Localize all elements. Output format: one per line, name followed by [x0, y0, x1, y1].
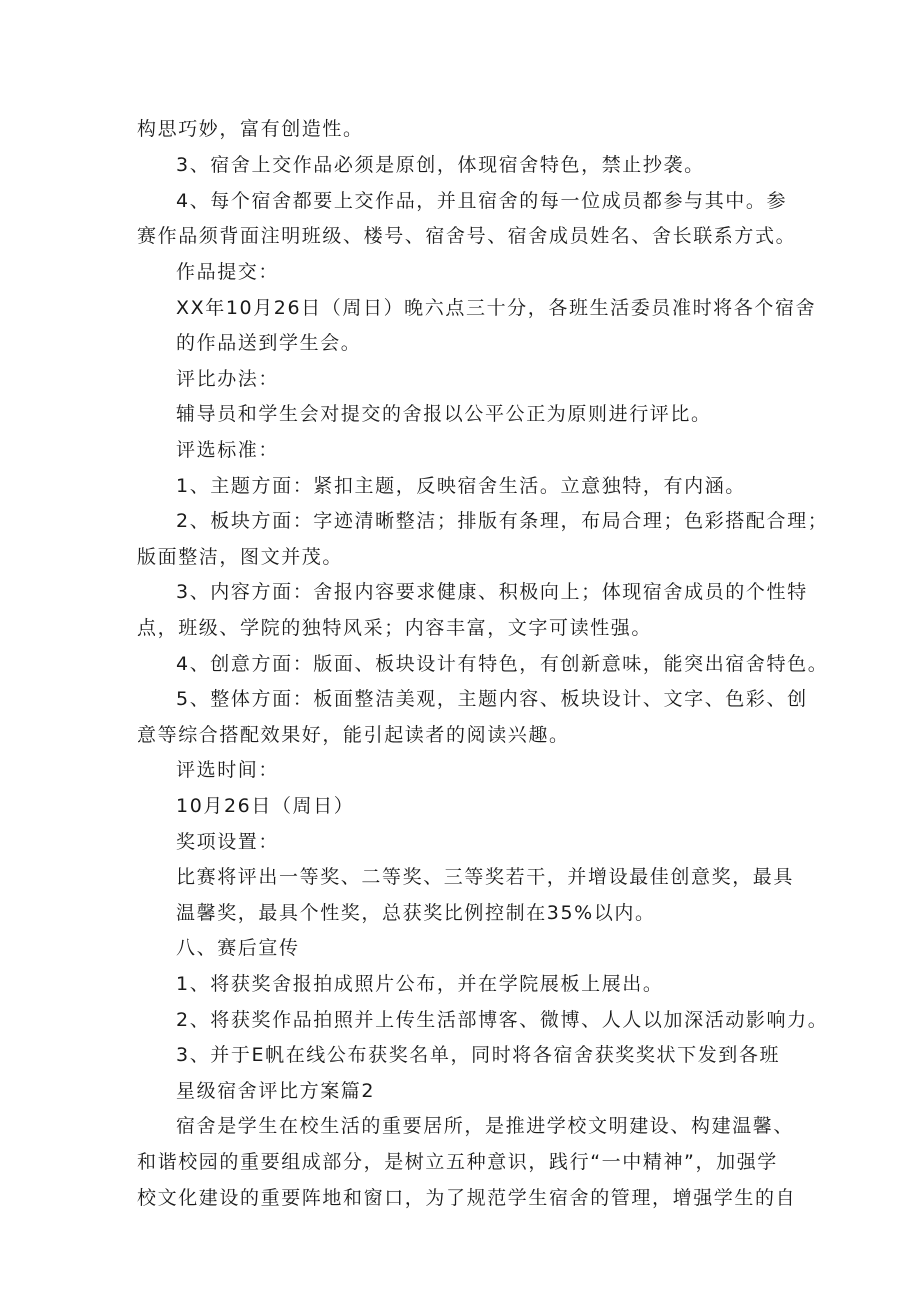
text-line: 评比办法：: [176, 368, 280, 390]
text-line: 和谐校园的重要组成部分，是树立五种意识，践行“一中精神”，加强学: [137, 1151, 778, 1173]
text-line: XX年10月26日（周日）晚六点三十分，各班生活委员准时将各个宿舍: [176, 297, 817, 319]
text-line: 2、板块方面：字迹清晰整洁；排版有条理，布局合理；色彩搭配合理；: [176, 510, 829, 532]
text-line: 的作品送到学生会。: [176, 332, 362, 354]
text-line: 5、整体方面：板面整洁美观，主题内容、板块设计、文字、色彩、创: [176, 688, 808, 710]
text-line: 校文化建设的重要阵地和窗口，为了规范学生宿舍的管理，增强学生的自: [137, 1187, 797, 1209]
text-line: 赛作品须背面注明班级、楼号、宿舍号、宿舍成员姓名、舍长联系方式。: [137, 225, 797, 247]
text-line: 温馨奖，最具个性奖，总获奖比例控制在35%以内。: [176, 902, 656, 924]
text-line: 作品提交：: [176, 261, 280, 283]
text-line: 构思巧妙，富有创造性。: [137, 118, 364, 140]
text-line: 意等综合搭配效果好，能引起读者的阅读兴趣。: [137, 724, 570, 746]
text-line: 3、并于E帆在线公布获奖名单，同时将各宿舍获奖奖状下发到各班: [176, 1044, 781, 1066]
text-line: 奖项设置：: [176, 831, 280, 853]
text-line: 比赛将评出一等奖、二等奖、三等奖若干，并增设最佳创意奖，最具: [176, 866, 795, 888]
text-line: 3、宿舍上交作品必须是原创，体现宿舍特色，禁止抄袭。: [176, 154, 705, 176]
text-line: 评选时间：: [176, 759, 280, 781]
text-line: 辅导员和学生会对提交的舍报以公平公正为原则进行评比。: [176, 403, 712, 425]
text-line: 宿舍是学生在校生活的重要居所，是推进学校文明建设、构建温馨、: [176, 1115, 795, 1137]
text-line: 3、内容方面：舍报内容要求健康、积极向上；体现宿舍成员的个性特: [176, 581, 808, 603]
text-line: 2、将获奖作品拍照并上传生活部博客、微博、人人以加深活动影响力。: [176, 1009, 829, 1031]
text-line: 点，班级、学院的独特风采；内容丰富，文字可读性强。: [137, 617, 653, 639]
text-line: 4、每个宿舍都要上交作品，并且宿舍的每一位成员都参与其中。参: [176, 190, 788, 212]
text-line: 版面整洁，图文并茂。: [137, 546, 344, 568]
text-line: 星级宿舍评比方案篇2: [176, 1080, 376, 1102]
text-line: 1、将获奖舍报拍成照片公布，并在学院展板上展出。: [176, 973, 664, 995]
text-line: 八、赛后宣传: [176, 937, 300, 959]
text-line: 1、主题方面：紧扣主题，反映宿舍生活。立意独特，有内涵。: [176, 475, 746, 497]
text-line: 评选标准：: [176, 439, 280, 461]
text-line: 4、创意方面：版面、板块设计有特色，有创新意味，能突出宿舍特色。: [176, 653, 829, 675]
text-line: 10月26日（周日）: [176, 795, 355, 817]
